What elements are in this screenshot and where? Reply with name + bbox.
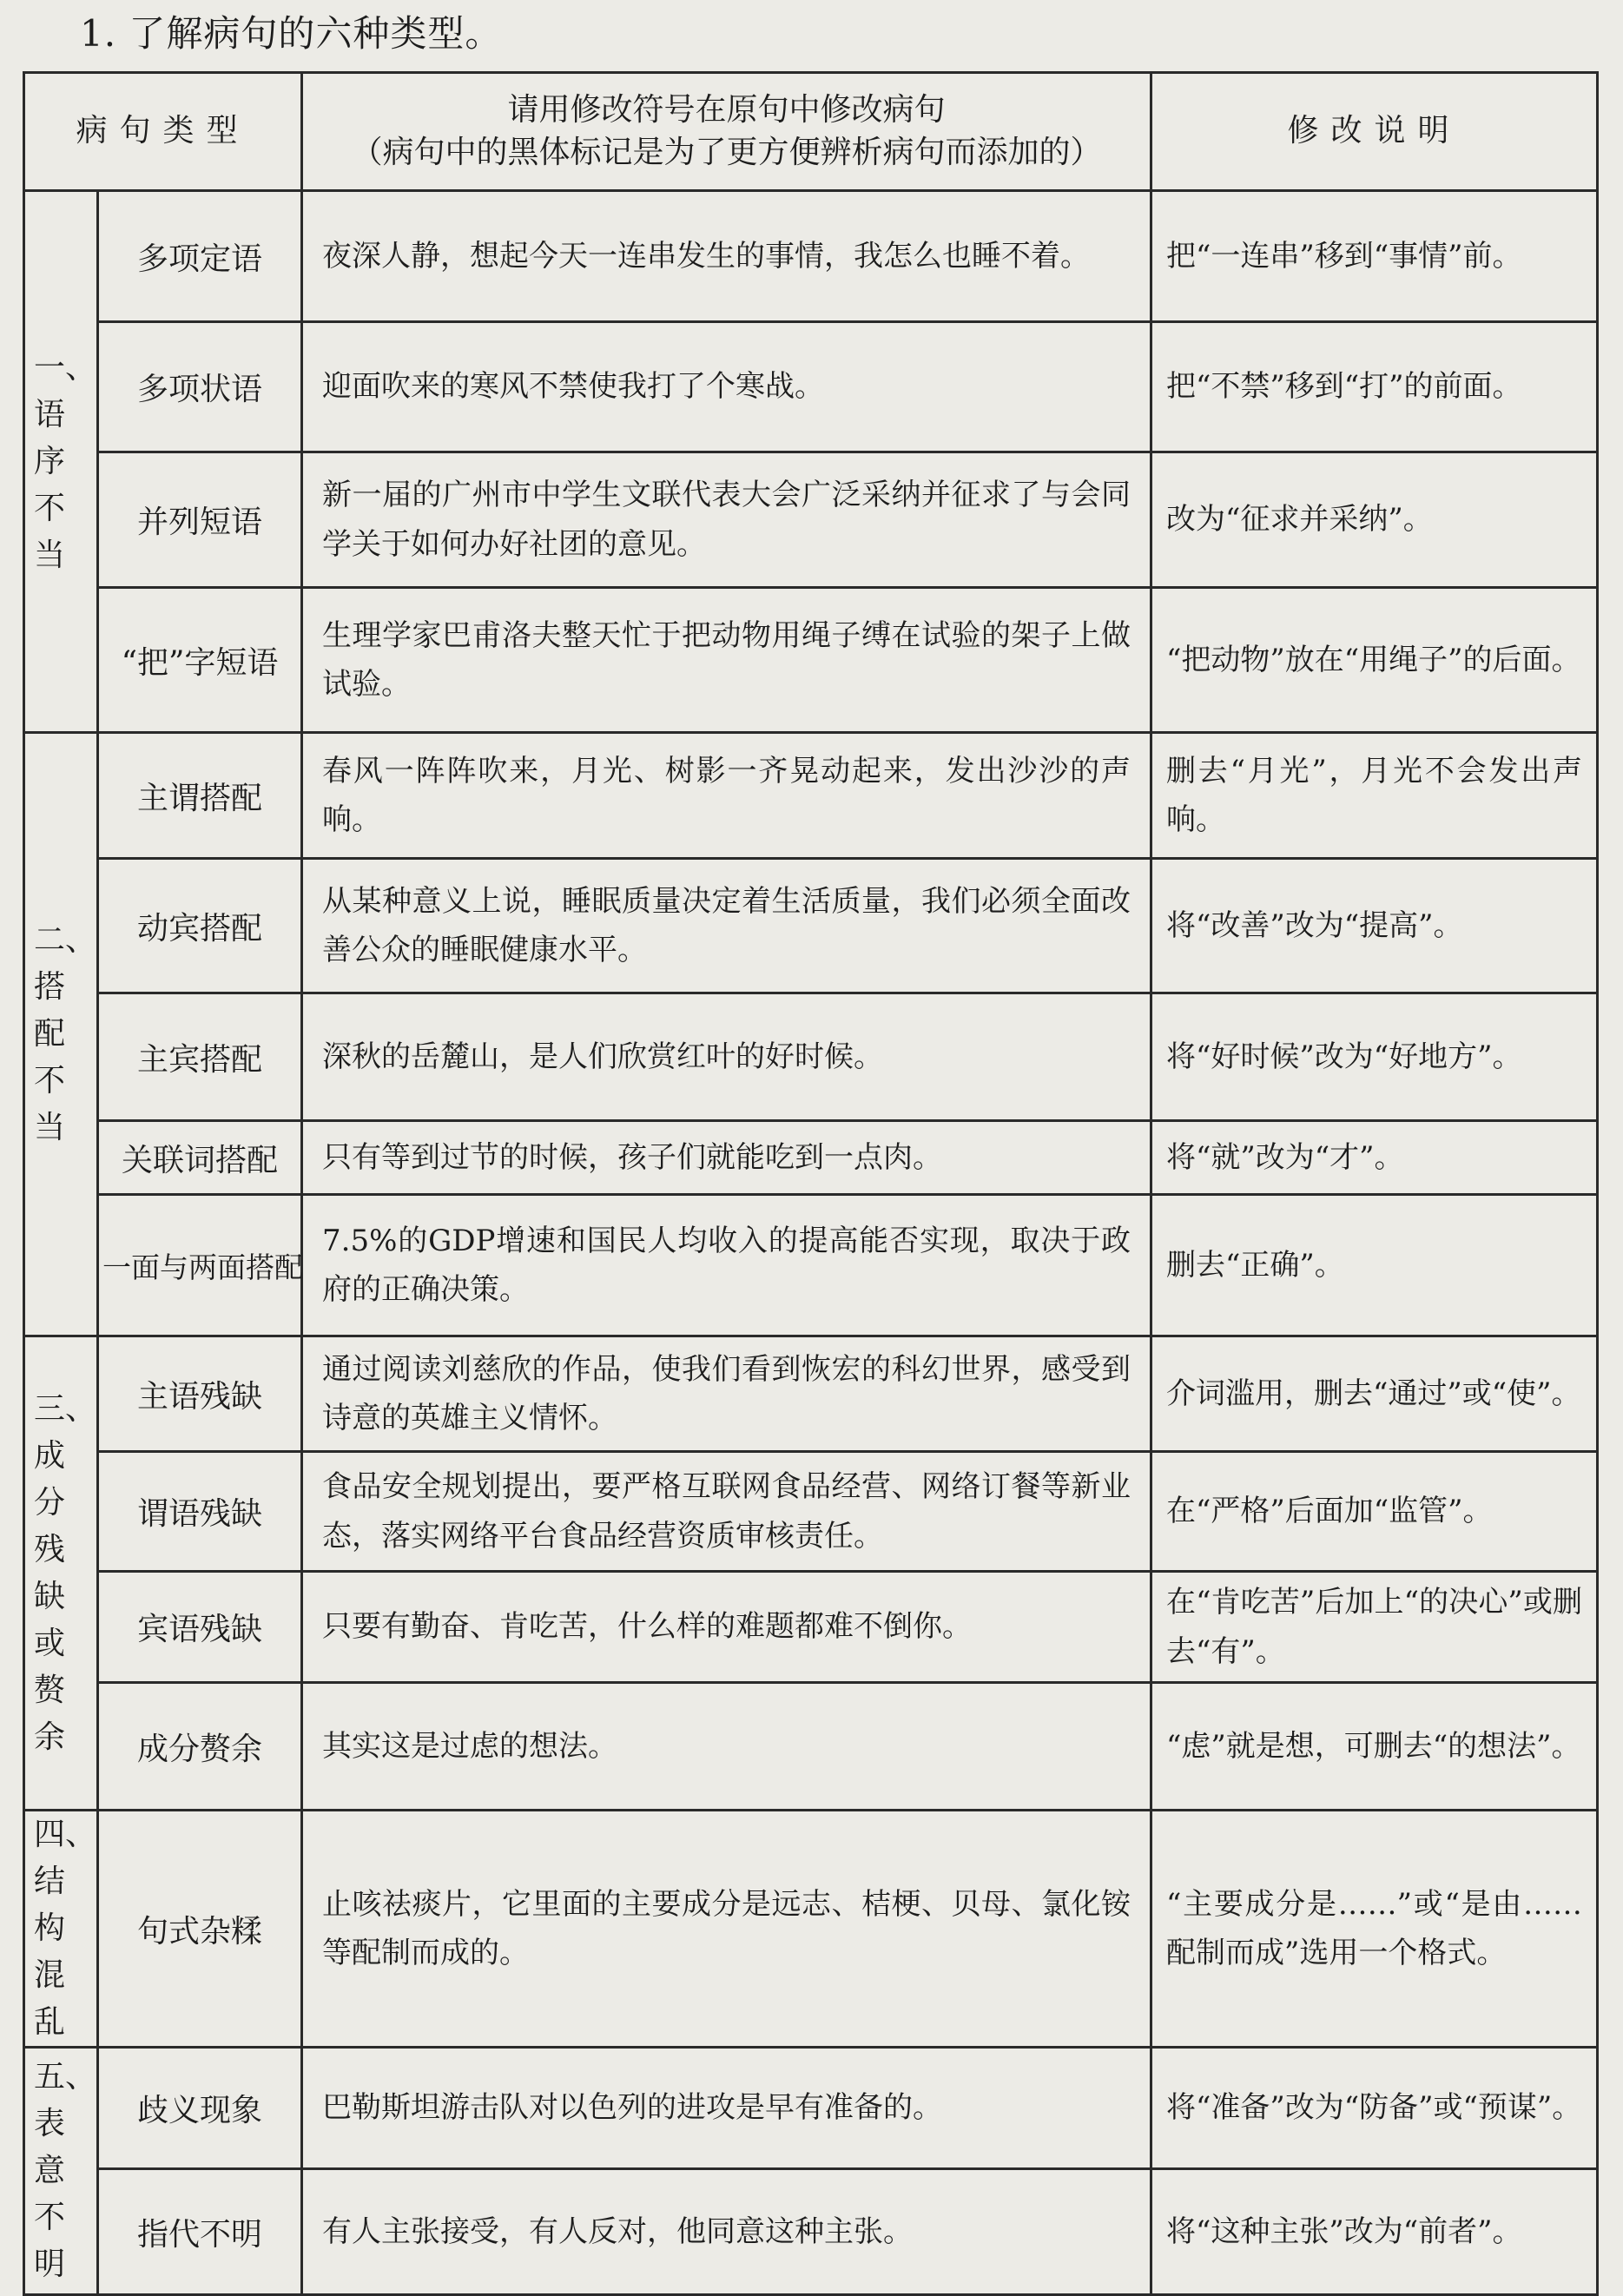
table-row [24,452,1598,588]
table-row [24,2048,1598,2169]
subtype-cell: 谓语残缺 [98,1452,302,1572]
subtype-cell: 主宾搭配 [98,993,302,1121]
sentence-cell: 其实这是过虑的想法。 [302,1683,1151,1811]
sentence-cell: 7.5%的GDP增速和国民人均收入的提高能否实现，取决于政府的正确决策。 [302,1195,1151,1336]
note-cell: 在“严格”后面加“监管”。 [1151,1452,1598,1572]
subtype-cell: 指代不明 [98,2169,302,2295]
category-word-order: 一、语序不当 [24,191,98,733]
sentence-cell: 春风一阵阵吹来，月光、树影一齐晃动起来，发出沙沙的声响。 [302,733,1151,859]
sentence-cell: 生理学家巴甫洛夫整天忙于把动物用绳子缚在试验的架子上做试验。 [302,588,1151,733]
note-cell: “主要成分是……”或“是由……配制而成”选用一个格式。 [1151,1811,1598,2048]
subtype-cell: 宾语残缺 [98,1572,302,1683]
table-row [24,1452,1598,1572]
subtype-cell: 多项状语 [98,322,302,452]
table-row [24,322,1598,452]
table-row [24,1811,1598,2048]
subtype-cell: 并列短语 [98,452,302,588]
category-missing-redundant: 三、成分残缺或赘余 [24,1336,98,1811]
note-cell: 删去“月光”，月光不会发出声响。 [1151,733,1598,859]
sentence-cell: 巴勒斯坦游击队对以色列的进攻是早有准备的。 [302,2048,1151,2169]
header-sentence [302,73,1151,191]
sentence-cell: 食品安全规划提出，要严格互联网食品经营、网络订餐等新业态，落实网络平台食品经营资质审核责任。 [302,1452,1151,1572]
subtype-cell: 关联词搭配 [98,1121,302,1195]
sentence-cell: 迎面吹来的寒风不禁使我打了个寒战。 [302,322,1151,452]
note-cell: 将“准备”改为“防备”或“预谋”。 [1151,2048,1598,2169]
category-ambiguity: 五、表意不明 [24,2048,98,2295]
sentence-cell: 新一届的广州市中学生文联代表大会广泛采纳并征求了与会同学关于如何办好社团的意见。 [302,452,1151,588]
sentence-cell: 通过阅读刘慈欣的作品，使我们看到恢宏的科幻世界，感受到诗意的英雄主义情怀。 [302,1336,1151,1452]
subtype-cell: 成分赘余 [98,1683,302,1811]
note-cell: “把动物”放在“用绳子”的后面。 [1151,588,1598,733]
header-error-type: 病句类型 [24,73,302,191]
table-row [24,1683,1598,1811]
table-row [24,1336,1598,1452]
note-cell: “虑”就是想，可删去“的想法”。 [1151,1683,1598,1811]
table-row [24,733,1598,859]
sentence-cell: 止咳祛痰片，它里面的主要成分是远志、桔梗、贝母、氯化铵等配制而成的。 [302,1811,1151,2048]
sentence-error-table [23,71,1599,2296]
table-row [24,588,1598,733]
table-header-row [24,73,1598,191]
table-row [24,1195,1598,1336]
table-row [24,2169,1598,2295]
table-row [24,859,1598,993]
subtype-cell: 主语残缺 [98,1336,302,1452]
note-cell: 删去“正确”。 [1151,1195,1598,1336]
page-heading: 1. 了解病句的六种类型。 [80,12,503,55]
sentence-cell: 夜深人静，想起今天一连串发生的事情，我怎么也睡不着。 [302,191,1151,322]
note-cell: 把“一连串”移到“事情”前。 [1151,191,1598,322]
note-cell: 把“不禁”移到“打”的前面。 [1151,322,1598,452]
note-cell: 将“好时候”改为“好地方”。 [1151,993,1598,1121]
subtype-cell: 一面与两面搭配 [98,1195,302,1336]
note-cell: 将“这种主张”改为“前者”。 [1151,2169,1598,2295]
table-row [24,1121,1598,1195]
header-sentence-line1: 请用修改符号在原句中修改病句 [507,91,946,128]
sentence-cell: 只要有勤奋、肯吃苦，什么样的难题都难不倒你。 [302,1572,1151,1683]
table-row [24,993,1598,1121]
table-row [24,191,1598,322]
sentence-cell: 深秋的岳麓山，是人们欣赏红叶的好时候。 [302,993,1151,1121]
sentence-cell: 只有等到过节的时候，孩子们就能吃到一点肉。 [302,1121,1151,1195]
subtype-cell: 句式杂糅 [98,1811,302,2048]
subtype-cell: 主谓搭配 [98,733,302,859]
table-row [24,1572,1598,1683]
subtype-cell: 多项定语 [98,191,302,322]
sentence-cell: 从某种意义上说，睡眠质量决定着生活质量，我们必须全面改善公众的睡眠健康水平。 [302,859,1151,993]
note-cell: 改为“征求并采纳”。 [1151,452,1598,588]
category-collocation: 二、搭配不当 [24,733,98,1336]
header-sentence-line2: （病句中的黑体标记是为了更方便辨析病句而添加的） [351,134,1102,170]
header-note: 修改说明 [1151,73,1598,191]
note-cell: 将“改善”改为“提高”。 [1151,859,1598,993]
subtype-cell: 动宾搭配 [98,859,302,993]
note-cell: 介词滥用，删去“通过”或“使”。 [1151,1336,1598,1452]
subtype-cell: 歧义现象 [98,2048,302,2169]
note-cell: 在“肯吃苦”后加上“的决心”或删去“有”。 [1151,1572,1598,1683]
category-structure: 四、结构混乱 [24,1811,98,2048]
subtype-cell: “把”字短语 [98,588,302,733]
sentence-cell: 有人主张接受，有人反对，他同意这种主张。 [302,2169,1151,2295]
note-cell: 将“就”改为“才”。 [1151,1121,1598,1195]
